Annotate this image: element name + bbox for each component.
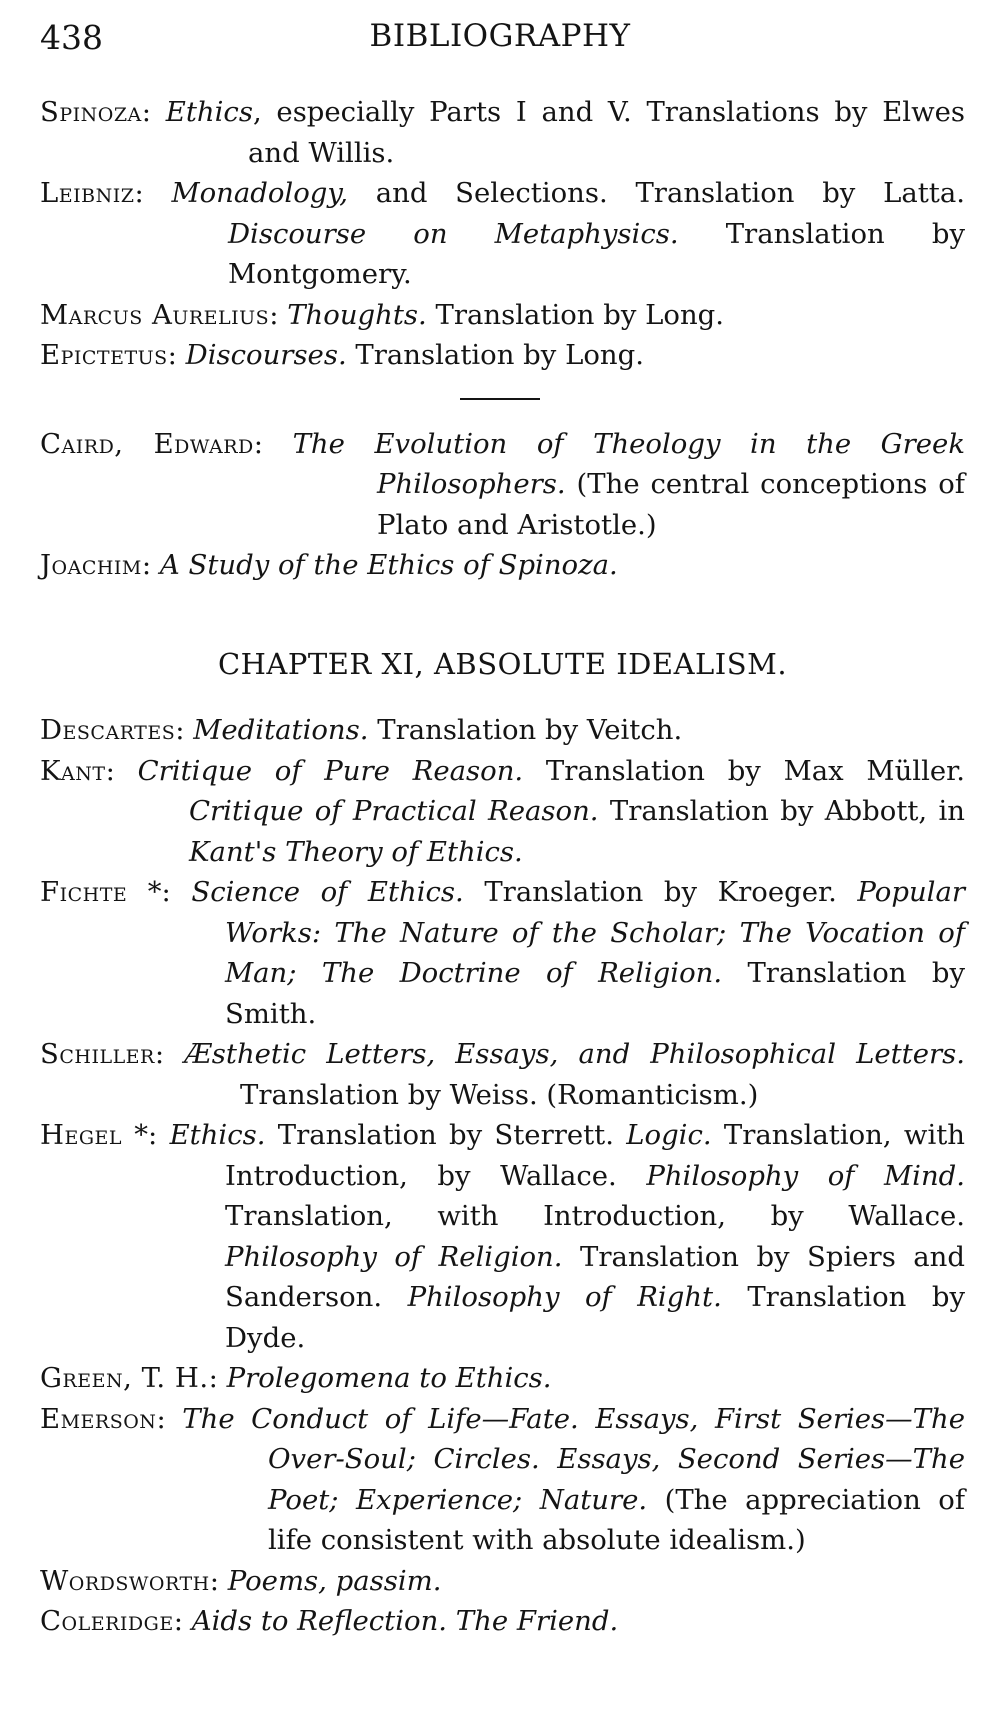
entry-note: Translation by Smith. — [225, 957, 965, 1030]
entry-separator: : — [173, 1605, 192, 1637]
entry-author: Fichte — [40, 876, 128, 908]
running-title: BIBLIOGRAPHY — [369, 18, 631, 54]
entry-author: Kant — [40, 754, 106, 787]
work-title: Aids to Reflection. The Friend. — [191, 1605, 619, 1637]
work-title: Science of Ethics. — [191, 876, 464, 908]
bibliography-entry — [40, 751, 965, 873]
work-title: Monadology, — [171, 177, 348, 209]
entry-separator: : — [269, 298, 288, 331]
entry-note: Translation by Weiss. (Romanticism.) — [240, 1078, 759, 1111]
bibliography-entry — [40, 424, 965, 546]
bibliography-body — [40, 92, 965, 1642]
work-title: Ethics — [165, 96, 253, 128]
entry-separator: *: — [127, 876, 192, 908]
entry-separator: : — [141, 549, 160, 581]
work-title: Philosophy of Religion. — [225, 1240, 563, 1273]
bibliography-entry — [40, 1399, 965, 1561]
work-title: Poems, passim. — [227, 1564, 442, 1597]
entry-separator: *: — [122, 1119, 170, 1151]
entry-note: Translation, with Introduction, by Wallace. — [225, 1119, 965, 1192]
entry-separator: : — [175, 714, 194, 746]
bibliography-entry — [40, 1115, 965, 1358]
entry-separator: : — [141, 96, 166, 128]
bibliography-entry — [40, 710, 965, 751]
entry-group-chapter-xi — [40, 710, 965, 1642]
entry-note: Translation by Kroeger. — [463, 876, 858, 908]
bibliography-entry — [40, 872, 965, 1034]
entry-author: Green, T. H. — [40, 1362, 209, 1394]
entry-author: Emerson — [40, 1402, 157, 1435]
work-title: Prolegomena to Ethics. — [226, 1362, 552, 1394]
entry-note: Translation by Sterrett. — [265, 1119, 627, 1151]
entry-separator: : — [253, 427, 293, 460]
entry-author: Marcus Aurelius — [40, 298, 270, 331]
work-title: Logic. — [626, 1119, 712, 1151]
work-title: Æsthetic Letters, Essays, and Philosophical Letters. — [184, 1038, 966, 1070]
bibliography-entry — [40, 92, 965, 173]
page-header — [40, 18, 960, 68]
entry-author: Schiller — [40, 1038, 155, 1070]
entry-note: (The central conceptions of Plato and Aristotle.) — [377, 468, 965, 541]
bibliography-entry — [40, 1034, 965, 1115]
entry-note: Translation, with Introduction, by Wallace. — [225, 1200, 965, 1232]
entry-group-top — [40, 92, 965, 376]
work-title: Discourses. — [185, 339, 347, 371]
entry-separator: : — [209, 1564, 228, 1597]
entry-author: Epictetus — [40, 339, 168, 371]
work-title: The Conduct of Life—Fate. Essays, First Series—The Over-Soul; Circles. Essays, Second Series—The Poet; Experience; Nature. — [182, 1402, 965, 1516]
entry-separator: : — [105, 754, 138, 787]
work-title: Critique of Pure Reason. — [137, 754, 524, 787]
entry-author: Hegel — [40, 1119, 123, 1151]
entry-separator: : — [156, 1402, 183, 1435]
entry-note: Translation by Spiers and Sanderson. — [225, 1240, 965, 1313]
bibliography-entry — [40, 545, 965, 586]
bibliography-entry — [40, 173, 965, 295]
entry-author: Leibniz — [40, 177, 135, 209]
entry-note: and Selections. Translation by Latta. — [348, 177, 965, 209]
entry-separator: : — [154, 1038, 185, 1070]
entry-author: Wordsworth — [40, 1564, 210, 1597]
entry-note: Translation by Abbott, in — [598, 795, 966, 827]
entry-note: (The appreciation of life consistent with absolute idealism.) — [268, 1483, 965, 1556]
entry-author: Joachim — [40, 549, 142, 581]
bibliography-entry — [40, 1358, 965, 1399]
page-number: 438 — [40, 18, 103, 57]
section-divider — [460, 398, 540, 400]
entry-separator: : — [134, 177, 172, 209]
bibliography-entry — [40, 1601, 965, 1642]
entry-note: Translation by Veitch. — [368, 714, 683, 746]
bibliography-entry — [40, 335, 965, 376]
work-title: Philosophy of Mind. — [646, 1159, 966, 1192]
work-title: Ethics. — [169, 1119, 266, 1151]
work-title: Thoughts. — [287, 298, 427, 331]
entry-author: Caird, Edward — [40, 427, 254, 460]
work-title: Discourse on Metaphysics. — [228, 217, 679, 250]
work-title: A Study of the Ethics of Spinoza. — [159, 549, 618, 581]
bibliography-entry — [40, 1561, 965, 1602]
work-title: Meditations. — [193, 714, 369, 746]
entry-separator: : — [167, 339, 186, 371]
entry-note: , especially Parts I and V. Translations by Elwes and Willis. — [248, 96, 965, 169]
work-title: Popular Works: The Nature of the Scholar; The Vocation of Man; The Doctrine of Religion. — [225, 876, 965, 989]
entry-separator: : — [208, 1362, 227, 1394]
work-title: The Evolution of Theology in the Greek Philosophers. — [292, 427, 965, 500]
chapter-heading: CHAPTER XI, ABSOLUTE IDEALISM. — [217, 646, 788, 681]
work-title: Kant's Theory of Ethics. — [189, 835, 523, 868]
entry-author: Coleridge — [40, 1605, 174, 1637]
entry-author: Spinoza — [40, 96, 142, 128]
entry-note: Translation by Montgomery. — [228, 217, 965, 290]
entry-note: Translation by Max Müller. — [523, 754, 966, 787]
work-title: Philosophy of Right. — [407, 1281, 722, 1313]
bibliography-entry — [40, 295, 965, 336]
entry-note: Translation by Long. — [426, 298, 725, 331]
entry-author: Descartes — [40, 714, 176, 746]
entry-note: Translation by Long. — [346, 339, 644, 371]
entry-group-secondary — [40, 424, 965, 586]
entry-note: Translation by Dyde. — [225, 1281, 965, 1354]
work-title: Critique of Practical Reason. — [189, 795, 599, 827]
